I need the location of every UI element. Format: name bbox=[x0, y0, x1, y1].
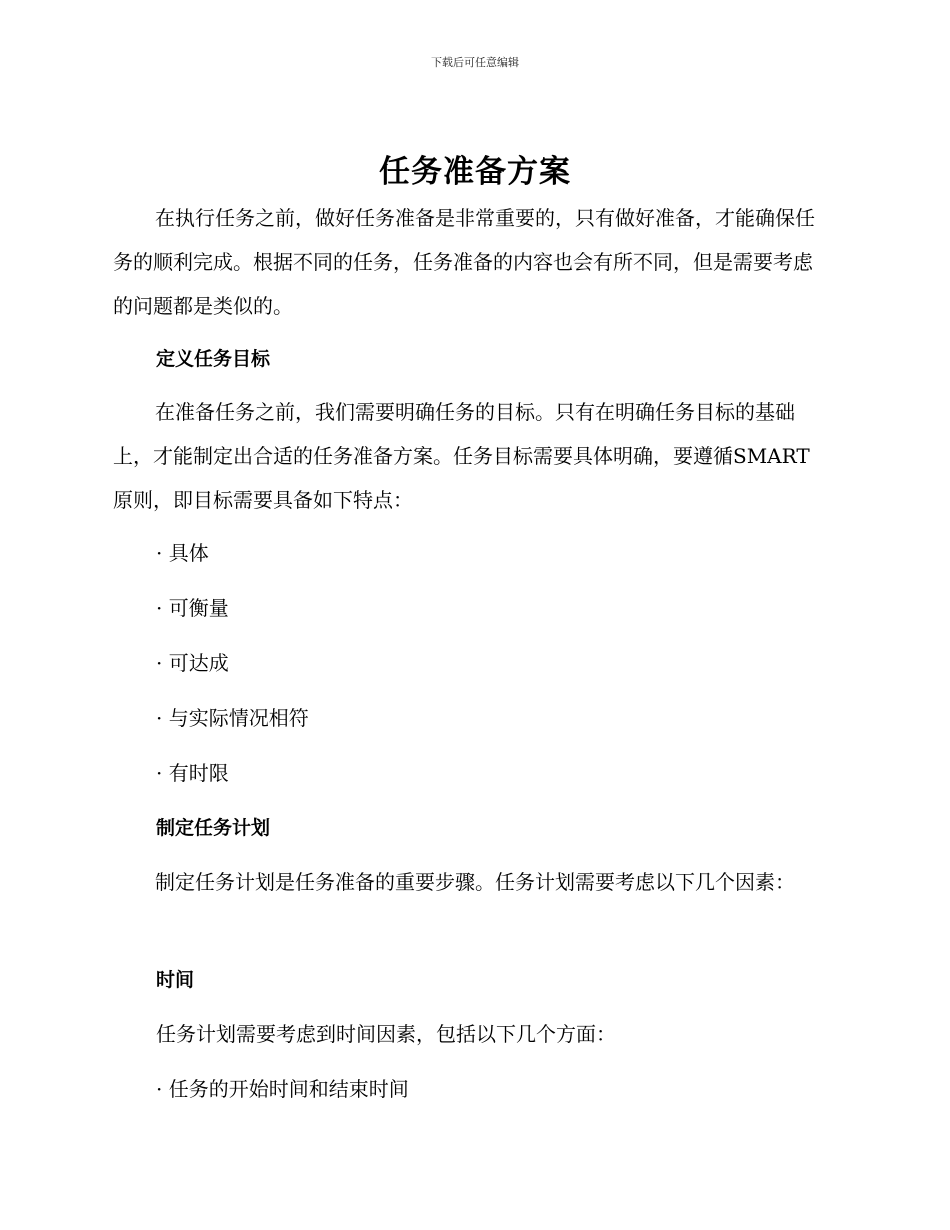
bullet-item: · 可衡量 bbox=[156, 596, 229, 620]
document-title: 任务准备方案 bbox=[379, 154, 571, 190]
bullet-item: · 任务的开始时间和结束时间 bbox=[156, 1077, 409, 1101]
section-paragraph-make-plan: 制定任务计划是任务准备的重要步骤。任务计划需要考虑以下几个因素： bbox=[155, 870, 795, 894]
section-paragraph-define-goal: 在准备任务之前，我们需要明确任务的目标。只有在明确任务目标的基础上，才能制定出合适的任务准备方案。任务目标需要具体明确，要遵循SMART 原则，即目标需要具备如下特点： bbox=[113, 400, 810, 512]
bullet-item: · 可达成 bbox=[156, 651, 229, 675]
bullet-item: · 与实际情况相符 bbox=[156, 706, 309, 730]
section-heading-time: 时间 bbox=[156, 969, 195, 991]
section-heading-make-plan: 制定任务计划 bbox=[156, 817, 271, 839]
bullet-item: · 具体 bbox=[156, 541, 209, 565]
section-paragraph-time: 任务计划需要考虑到时间因素，包括以下几个方面： bbox=[156, 1022, 616, 1046]
section-heading-define-goal: 定义任务目标 bbox=[156, 348, 271, 370]
bullet-item: · 有时限 bbox=[156, 761, 229, 785]
intro-paragraph: 在执行任务之前，做好任务准备是非常重要的，只有做好准备，才能确保任务的顺利完成。根据不同的任务，任务准备的内容也会有所不同，但是需要考虑的问题都是类似的。 bbox=[113, 206, 815, 318]
header-note: 下载后可任意编辑 bbox=[431, 56, 519, 69]
